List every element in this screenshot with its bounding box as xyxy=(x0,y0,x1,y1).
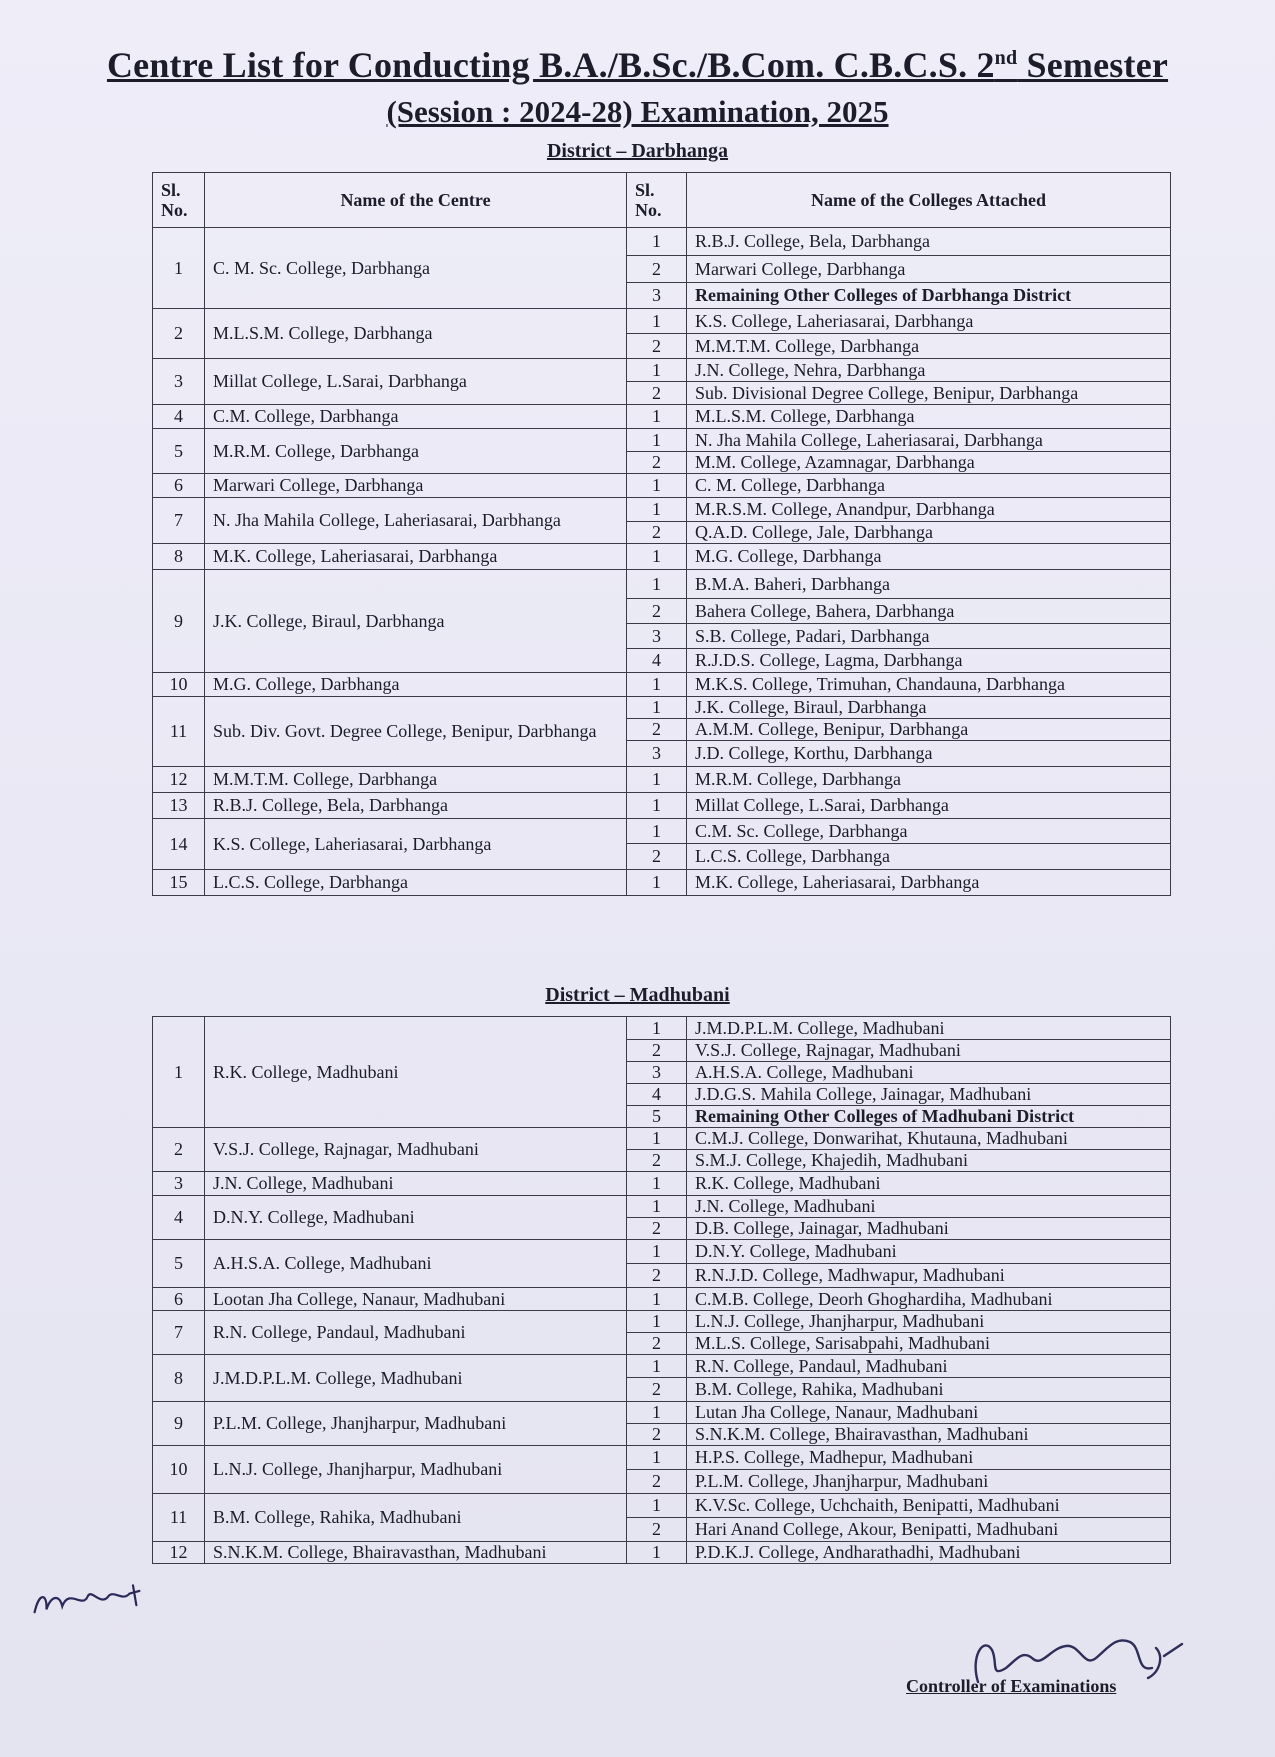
college-sl-no: 2 xyxy=(627,334,687,359)
college-sl-no: 1 xyxy=(627,1288,687,1311)
attached-college-name: M.G. College, Darbhanga xyxy=(687,544,1171,570)
attached-college-name: Hari Anand College, Akour, Benipatti, Madhubani xyxy=(687,1518,1171,1542)
attached-college-name: N. Jha Mahila College, Laheriasarai, Darbhanga xyxy=(687,429,1171,452)
header-sl-no-college: Sl. No. xyxy=(627,173,687,228)
college-sl-no: 3 xyxy=(627,283,687,309)
attached-college-name: J.N. College, Nehra, Darbhanga xyxy=(687,359,1171,382)
madhubani-centre-table xyxy=(152,1016,1171,1564)
attached-college-name: J.K. College, Biraul, Darbhanga xyxy=(687,697,1171,719)
college-sl-no: 1 xyxy=(627,405,687,429)
attached-college-name: K.S. College, Laheriasarai, Darbhanga xyxy=(687,309,1171,334)
attached-college-name: B.M.A. Baheri, Darbhanga xyxy=(687,570,1171,599)
table-row xyxy=(153,405,1171,429)
college-sl-no: 1 xyxy=(627,870,687,896)
header-centre-name: Name of the Centre xyxy=(205,173,627,228)
centre-name: M.M.T.M. College, Darbhanga xyxy=(205,767,627,793)
centre-name: R.B.J. College, Bela, Darbhanga xyxy=(205,793,627,819)
centre-sl-no: 6 xyxy=(153,1288,205,1311)
college-sl-no: 2 xyxy=(627,719,687,741)
attached-college-name: R.K. College, Madhubani xyxy=(687,1172,1171,1196)
college-sl-no: 1 xyxy=(627,1446,687,1470)
madhubani-table-body xyxy=(153,1017,1171,1564)
attached-college-name: Sub. Divisional Degree College, Benipur, Darbhanga xyxy=(687,382,1171,405)
table-row xyxy=(153,1172,1171,1196)
attached-college-name: M.M.T.M. College, Darbhanga xyxy=(687,334,1171,359)
table-row xyxy=(153,673,1171,697)
document-title: Centre List for Conducting B.A./B.Sc./B.Com. C.B.C.S. 2nd Semester xyxy=(106,45,1169,85)
centre-name: M.G. College, Darbhanga xyxy=(205,673,627,697)
college-sl-no: 1 xyxy=(627,228,687,256)
header-colleges-attached: Name of the Colleges Attached xyxy=(687,173,1171,228)
table-row xyxy=(153,1128,1171,1150)
attached-college-name: C.M.B. College, Deorh Ghoghardiha, Madhubani xyxy=(687,1288,1171,1311)
college-sl-no: 2 xyxy=(627,256,687,283)
centre-sl-no: 2 xyxy=(153,309,205,359)
college-sl-no: 3 xyxy=(627,741,687,767)
centre-sl-no: 2 xyxy=(153,1128,205,1172)
attached-college-name: M.M. College, Azamnagar, Darbhanga xyxy=(687,452,1171,474)
table-row xyxy=(153,474,1171,498)
college-sl-no: 1 xyxy=(627,697,687,719)
centre-name: C.M. College, Darbhanga xyxy=(205,405,627,429)
college-sl-no: 2 xyxy=(627,1470,687,1494)
college-sl-no: 2 xyxy=(627,844,687,870)
college-sl-no: 1 xyxy=(627,673,687,697)
attached-college-name: S.N.K.M. College, Bhairavasthan, Madhubani xyxy=(687,1424,1171,1446)
table-row xyxy=(153,793,1171,819)
table-row xyxy=(153,544,1171,570)
centre-name: M.L.S.M. College, Darbhanga xyxy=(205,309,627,359)
header-sl-no: Sl. No. xyxy=(153,173,205,228)
centre-sl-no: 4 xyxy=(153,405,205,429)
attached-college-name: K.V.Sc. College, Uchchaith, Benipatti, Madhubani xyxy=(687,1494,1171,1518)
centre-name: Lootan Jha College, Nanaur, Madhubani xyxy=(205,1288,627,1311)
attached-college-name: S.M.J. College, Khajedih, Madhubani xyxy=(687,1150,1171,1172)
centre-name: Sub. Div. Govt. Degree College, Benipur, Darbhanga xyxy=(205,697,627,767)
college-sl-no: 1 xyxy=(627,429,687,452)
centre-name: M.R.M. College, Darbhanga xyxy=(205,429,627,474)
table-row xyxy=(153,1017,1171,1040)
college-sl-no: 1 xyxy=(627,498,687,522)
table-row xyxy=(153,1288,1171,1311)
college-sl-no: 1 xyxy=(627,1355,687,1378)
centre-name: K.S. College, Laheriasarai, Darbhanga xyxy=(205,819,627,870)
attached-college-name: S.B. College, Padari, Darbhanga xyxy=(687,624,1171,649)
attached-college-name: A.H.S.A. College, Madhubani xyxy=(687,1062,1171,1084)
centre-sl-no: 1 xyxy=(153,1017,205,1128)
college-sl-no: 1 xyxy=(627,1240,687,1264)
centre-name: D.N.Y. College, Madhubani xyxy=(205,1196,627,1240)
college-sl-no: 1 xyxy=(627,1542,687,1564)
attached-college-name: P.D.K.J. College, Andharathadhi, Madhubani xyxy=(687,1542,1171,1564)
centre-sl-no: 1 xyxy=(153,228,205,309)
college-sl-no: 1 xyxy=(627,474,687,498)
attached-college-name: D.N.Y. College, Madhubani xyxy=(687,1240,1171,1264)
table-row xyxy=(153,767,1171,793)
centre-sl-no: 11 xyxy=(153,1494,205,1542)
darbhanga-centre-table xyxy=(152,172,1171,896)
centre-name: Millat College, L.Sarai, Darbhanga xyxy=(205,359,627,405)
college-sl-no: 1 xyxy=(627,1196,687,1218)
table-row xyxy=(153,1542,1171,1564)
college-sl-no: 2 xyxy=(627,522,687,544)
centre-name: N. Jha Mahila College, Laheriasarai, Darbhanga xyxy=(205,498,627,544)
attached-college-name: Remaining Other Colleges of Madhubani District xyxy=(687,1106,1171,1128)
attached-college-name: R.J.D.S. College, Lagma, Darbhanga xyxy=(687,649,1171,673)
college-sl-no: 1 xyxy=(627,1402,687,1424)
centre-name: J.K. College, Biraul, Darbhanga xyxy=(205,570,627,673)
attached-college-name: Lutan Jha College, Nanaur, Madhubani xyxy=(687,1402,1171,1424)
college-sl-no: 2 xyxy=(627,1378,687,1402)
attached-college-name: J.D.G.S. Mahila College, Jainagar, Madhubani xyxy=(687,1084,1171,1106)
attached-college-name: M.R.M. College, Darbhanga xyxy=(687,767,1171,793)
centre-sl-no: 4 xyxy=(153,1196,205,1240)
centre-name: R.K. College, Madhubani xyxy=(205,1017,627,1128)
attached-college-name: R.B.J. College, Bela, Darbhanga xyxy=(687,228,1171,256)
attached-college-name: J.N. College, Madhubani xyxy=(687,1196,1171,1218)
document-subtitle: (Session : 2024-28) Examination, 2025 xyxy=(386,94,889,129)
attached-college-name: J.M.D.P.L.M. College, Madhubani xyxy=(687,1017,1171,1040)
attached-college-name: Marwari College, Darbhanga xyxy=(687,256,1171,283)
centre-name: B.M. College, Rahika, Madhubani xyxy=(205,1494,627,1542)
attached-college-name: Bahera College, Bahera, Darbhanga xyxy=(687,599,1171,624)
centre-sl-no: 15 xyxy=(153,870,205,896)
darbhanga-table-body xyxy=(153,228,1171,896)
centre-name: R.N. College, Pandaul, Madhubani xyxy=(205,1311,627,1355)
centre-sl-no: 12 xyxy=(153,767,205,793)
centre-sl-no: 7 xyxy=(153,498,205,544)
centre-sl-no: 9 xyxy=(153,1402,205,1446)
attached-college-name: M.L.S. College, Sarisabpahi, Madhubani xyxy=(687,1333,1171,1355)
table-row xyxy=(153,870,1171,896)
attached-college-name: Millat College, L.Sarai, Darbhanga xyxy=(687,793,1171,819)
table-row xyxy=(153,1355,1171,1378)
college-sl-no: 2 xyxy=(627,599,687,624)
centre-name: J.N. College, Madhubani xyxy=(205,1172,627,1196)
centre-sl-no: 8 xyxy=(153,544,205,570)
centre-sl-no: 8 xyxy=(153,1355,205,1402)
attached-college-name: M.K. College, Laheriasarai, Darbhanga xyxy=(687,870,1171,896)
college-sl-no: 1 xyxy=(627,1128,687,1150)
college-sl-no: 2 xyxy=(627,1333,687,1355)
table-row xyxy=(153,498,1171,522)
college-sl-no: 2 xyxy=(627,1150,687,1172)
college-sl-no: 1 xyxy=(627,767,687,793)
college-sl-no: 2 xyxy=(627,1040,687,1062)
college-sl-no: 2 xyxy=(627,1218,687,1240)
centre-sl-no: 10 xyxy=(153,673,205,697)
attached-college-name: D.B. College, Jainagar, Madhubani xyxy=(687,1218,1171,1240)
centre-name: M.K. College, Laheriasarai, Darbhanga xyxy=(205,544,627,570)
college-sl-no: 2 xyxy=(627,382,687,405)
table-row xyxy=(153,819,1171,844)
table-row xyxy=(153,1196,1171,1218)
attached-college-name: M.K.S. College, Trimuhan, Chandauna, Darbhanga xyxy=(687,673,1171,697)
centre-name: L.N.J. College, Jhanjharpur, Madhubani xyxy=(205,1446,627,1494)
attached-college-name: Remaining Other Colleges of Darbhanga District xyxy=(687,283,1171,309)
college-sl-no: 2 xyxy=(627,1518,687,1542)
district-heading-darbhanga: District – Darbhanga xyxy=(546,140,729,162)
college-sl-no: 2 xyxy=(627,1424,687,1446)
college-sl-no: 1 xyxy=(627,1017,687,1040)
table-row xyxy=(153,359,1171,382)
centre-sl-no: 3 xyxy=(153,359,205,405)
attached-college-name: J.D. College, Korthu, Darbhanga xyxy=(687,741,1171,767)
attached-college-name: M.L.S.M. College, Darbhanga xyxy=(687,405,1171,429)
centre-sl-no: 9 xyxy=(153,570,205,673)
centre-name: P.L.M. College, Jhanjharpur, Madhubani xyxy=(205,1402,627,1446)
handwritten-signature-left xyxy=(29,1574,162,1630)
attached-college-name: C. M. College, Darbhanga xyxy=(687,474,1171,498)
table-row xyxy=(153,570,1171,599)
controller-of-examinations-label: Controller of Examinations xyxy=(906,1676,1117,1696)
college-sl-no: 1 xyxy=(627,359,687,382)
attached-college-name: R.N.J.D. College, Madhwapur, Madhubani xyxy=(687,1264,1171,1288)
college-sl-no: 3 xyxy=(627,1062,687,1084)
attached-college-name: A.M.M. College, Benipur, Darbhanga xyxy=(687,719,1171,741)
district-heading-madhubani: District – Madhubani xyxy=(545,984,730,1006)
college-sl-no: 4 xyxy=(627,649,687,673)
attached-college-name: L.C.S. College, Darbhanga xyxy=(687,844,1171,870)
college-sl-no: 3 xyxy=(627,624,687,649)
college-sl-no: 1 xyxy=(627,309,687,334)
college-sl-no: 2 xyxy=(627,452,687,474)
table-row xyxy=(153,1494,1171,1518)
college-sl-no: 1 xyxy=(627,819,687,844)
table-row xyxy=(153,429,1171,452)
table-header-row xyxy=(153,173,1171,228)
centre-sl-no: 14 xyxy=(153,819,205,870)
attached-college-name: C.M.J. College, Donwarihat, Khutauna, Madhubani xyxy=(687,1128,1171,1150)
college-sl-no: 1 xyxy=(627,793,687,819)
attached-college-name: P.L.M. College, Jhanjharpur, Madhubani xyxy=(687,1470,1171,1494)
centre-name: S.N.K.M. College, Bhairavasthan, Madhubani xyxy=(205,1542,627,1564)
table-row xyxy=(153,309,1171,334)
centre-sl-no: 5 xyxy=(153,429,205,474)
centre-name: Marwari College, Darbhanga xyxy=(205,474,627,498)
table-row xyxy=(153,1240,1171,1264)
college-sl-no: 1 xyxy=(627,1494,687,1518)
college-sl-no: 1 xyxy=(627,570,687,599)
centre-sl-no: 3 xyxy=(153,1172,205,1196)
table-row xyxy=(153,1402,1171,1424)
centre-sl-no: 10 xyxy=(153,1446,205,1494)
college-sl-no: 5 xyxy=(627,1106,687,1128)
centre-sl-no: 7 xyxy=(153,1311,205,1355)
centre-sl-no: 5 xyxy=(153,1240,205,1288)
centre-name: J.M.D.P.L.M. College, Madhubani xyxy=(205,1355,627,1402)
attached-college-name: M.R.S.M. College, Anandpur, Darbhanga xyxy=(687,498,1171,522)
table-row xyxy=(153,1311,1171,1333)
table-row xyxy=(153,697,1171,719)
centre-name: A.H.S.A. College, Madhubani xyxy=(205,1240,627,1288)
college-sl-no: 1 xyxy=(627,1172,687,1196)
attached-college-name: L.N.J. College, Jhanjharpur, Madhubani xyxy=(687,1311,1171,1333)
centre-name: C. M. Sc. College, Darbhanga xyxy=(205,228,627,309)
attached-college-name: V.S.J. College, Rajnagar, Madhubani xyxy=(687,1040,1171,1062)
centre-name: V.S.J. College, Rajnagar, Madhubani xyxy=(205,1128,627,1172)
centre-sl-no: 6 xyxy=(153,474,205,498)
attached-college-name: C.M. Sc. College, Darbhanga xyxy=(687,819,1171,844)
college-sl-no: 2 xyxy=(627,1264,687,1288)
attached-college-name: R.N. College, Pandaul, Madhubani xyxy=(687,1355,1171,1378)
centre-sl-no: 13 xyxy=(153,793,205,819)
college-sl-no: 4 xyxy=(627,1084,687,1106)
centre-sl-no: 12 xyxy=(153,1542,205,1564)
attached-college-name: Q.A.D. College, Jale, Darbhanga xyxy=(687,522,1171,544)
table-row xyxy=(153,228,1171,256)
attached-college-name: H.P.S. College, Madhepur, Madhubani xyxy=(687,1446,1171,1470)
attached-college-name: B.M. College, Rahika, Madhubani xyxy=(687,1378,1171,1402)
college-sl-no: 1 xyxy=(627,1311,687,1333)
centre-name: L.C.S. College, Darbhanga xyxy=(205,870,627,896)
table-row xyxy=(153,1446,1171,1470)
college-sl-no: 1 xyxy=(627,544,687,570)
centre-sl-no: 11 xyxy=(153,697,205,767)
